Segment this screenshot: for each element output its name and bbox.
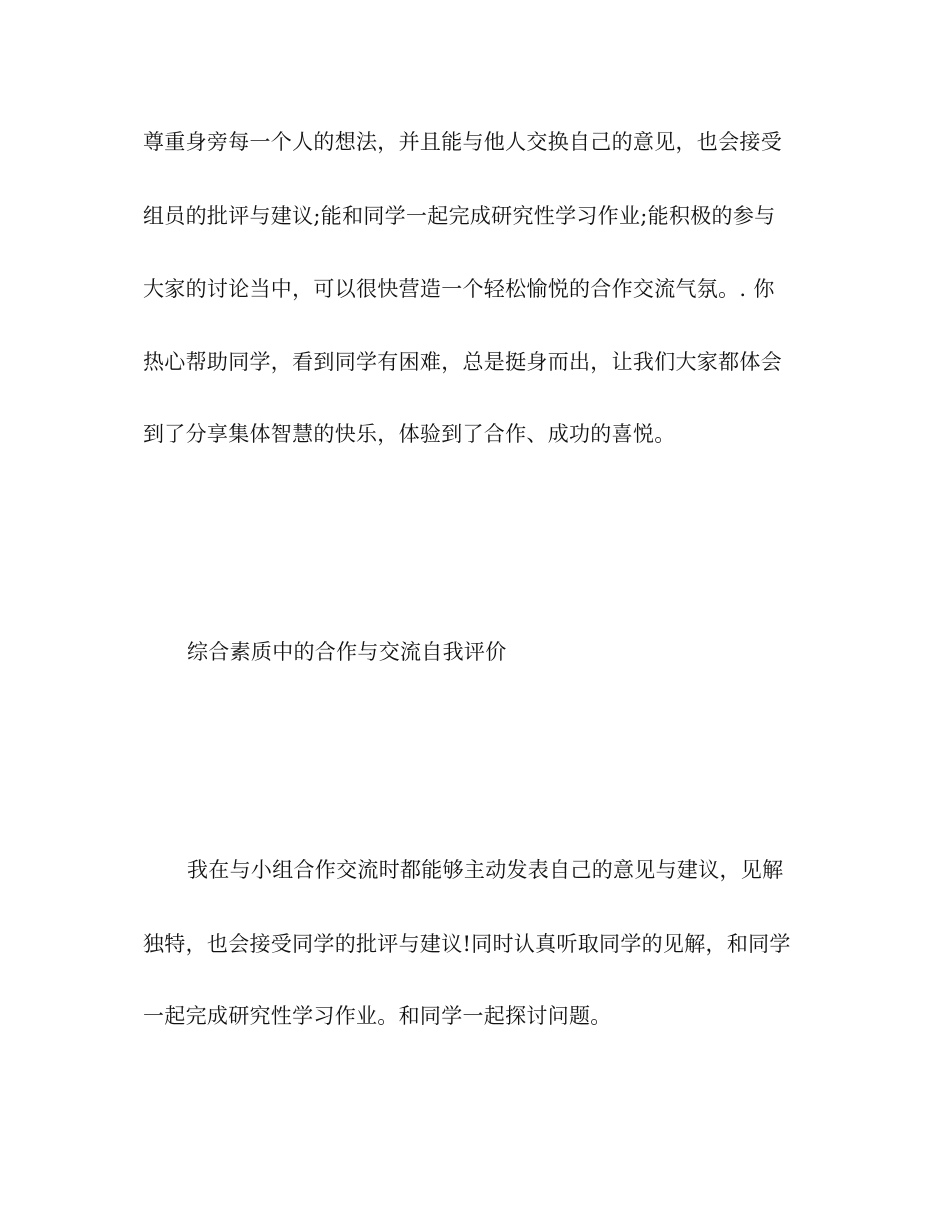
paragraph-line: 组员的批评与建议;能和同学一起完成研究性学习作业;能积极的参与 bbox=[143, 204, 776, 228]
paragraph-line: 热心帮助同学，看到同学有困难，总是挺身而出，让我们大家都体会 bbox=[143, 350, 782, 374]
paragraph-line: 大家的讨论当中，可以很快营造一个轻松愉悦的合作交流气氛。. 你 bbox=[143, 277, 775, 301]
section-heading: 综合素质中的合作与交流自我评价 bbox=[187, 640, 507, 664]
paragraph-line: 一起完成研究性学习作业。和同学一起探讨问题。 bbox=[143, 1004, 612, 1028]
paragraph-line: 独特，也会接受同学的批评与建议!同时认真听取同学的见解，和同学 bbox=[143, 932, 791, 956]
paragraph-line: 到了分享集体智慧的快乐，体验到了合作、成功的喜悦。 bbox=[143, 422, 676, 446]
paragraph-line: 我在与小组合作交流时都能够主动发表自己的意见与建议，见解 bbox=[187, 858, 784, 882]
paragraph-line: 尊重身旁每一个人的想法，并且能与他人交换自己的意见，也会接受 bbox=[143, 130, 782, 154]
